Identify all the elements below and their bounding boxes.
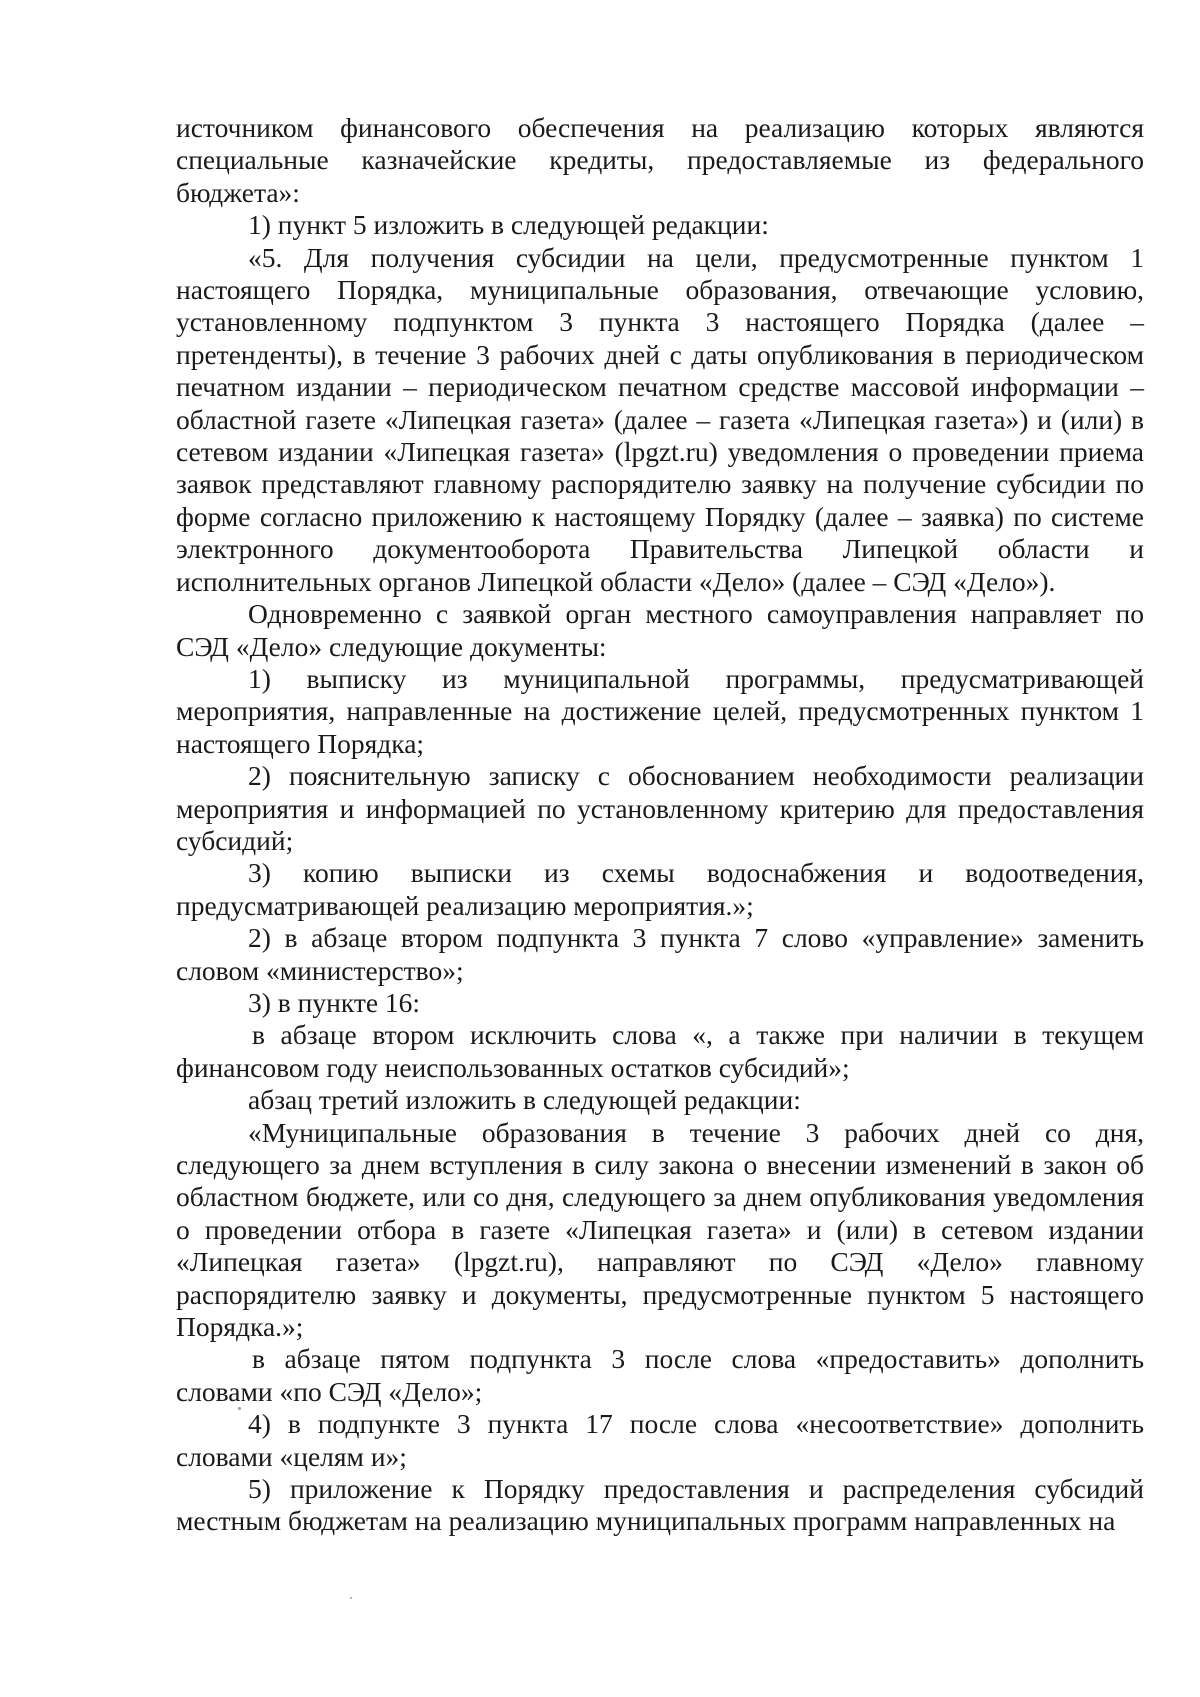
paragraph-15: 5) приложение к Порядку предоставления и распределения субсидий местным бюджетам на реализацию муниципальных программ направленных на [176,1473,1144,1537]
paragraph-1: источником финансового обеспечения на реализацию которых являются специальные казначейские кредиты, предоставляемые из федерального бюджета»: [176,112,1144,208]
paragraph-8: 2) в абзаце втором подпункта 3 пункта 7 слово «управление» заменить словом «министерство»; [176,922,1144,986]
paragraph-5: 1) выписку из муниципальной программы, предусматривающей мероприятия, направленные на достижение целей, предусмотренных пунктом 1 настоящего Порядка; [176,662,1144,759]
paragraph-9: 3) в пункте 16: [248,986,421,1018]
paragraph-6: 2) пояснительную записку с обоснованием необходимости реализации мероприятия и информацией по установленному критерию для предоставления субсидий; [176,760,1144,856]
scan-speck [238,1407,241,1410]
paragraph-3: «5. Для получения субсидии на цели, предусмотренные пунктом 1 настоящего Порядка, муниципальные образования, отвечающие условию, установленному подпунктом 3 пункта 3 настоящего Порядка (далее – претенденты), в течение 3 рабочих дней с даты опубликования в периодическом печатном издании – периодическом печатном средстве массовой информации – областной газете «Липецкая газета» (далее – газета «Липецкая газета») и (или) в сетевом издании «Липецкая газета» (lpgzt.ru) уведомления о проведении приема заявок представляют главному распорядителю заявку на получение субсидии по форме согласно приложению к настоящему Порядку (далее – заявка) по системе электронного документооборота Правительства Липецкой области и исполнительных органов Липецкой области «Дело» (далее – СЭД «Дело»). [176,241,1144,597]
paragraph-2: 1) пункт 5 изложить в следующей редакции: [248,209,769,241]
paragraph-13: в абзаце пятом подпункта 3 после слова «предоставить» дополнить словами «по СЭД «Дело»; [176,1343,1144,1407]
paragraph-11: абзац третий изложить в следующей редакции: [248,1084,801,1116]
scan-speck [350,1597,352,1599]
paragraph-10: в абзаце втором исключить слова «, а также при наличии в текущем финансовом году неиспользованных остатков субсидий»; [176,1019,1144,1083]
paragraph-4: Одновременно с заявкой орган местного самоуправления направляет по СЭД «Дело» следующие документы: [176,598,1144,662]
paragraph-7: 3) копию выписки из схемы водоснабжения и водоотведения, предусматривающей реализацию мероприятия.»; [176,857,1144,921]
paragraph-12: «Муниципальные образования в течение 3 рабочих дней со дня, следующего за днем вступления в силу закона о внесении изменений в закон об областном бюджете, или со дня, следующего за днем опубликования уведомления о проведении отбора в газете «Липецкая газета» и (или) в сетевом издании «Липецкая газета» (lpgzt.ru), направляют по СЭД «Дело» главному распорядителю заявку и документы, предусмотренные пунктом 5 настоящего Порядка.»; [176,1116,1144,1343]
document-page [176,112,1144,1538]
paragraph-14: 4) в подпункте 3 пункта 17 после слова «несоответствие» дополнить словами «целям и»; [176,1408,1144,1472]
